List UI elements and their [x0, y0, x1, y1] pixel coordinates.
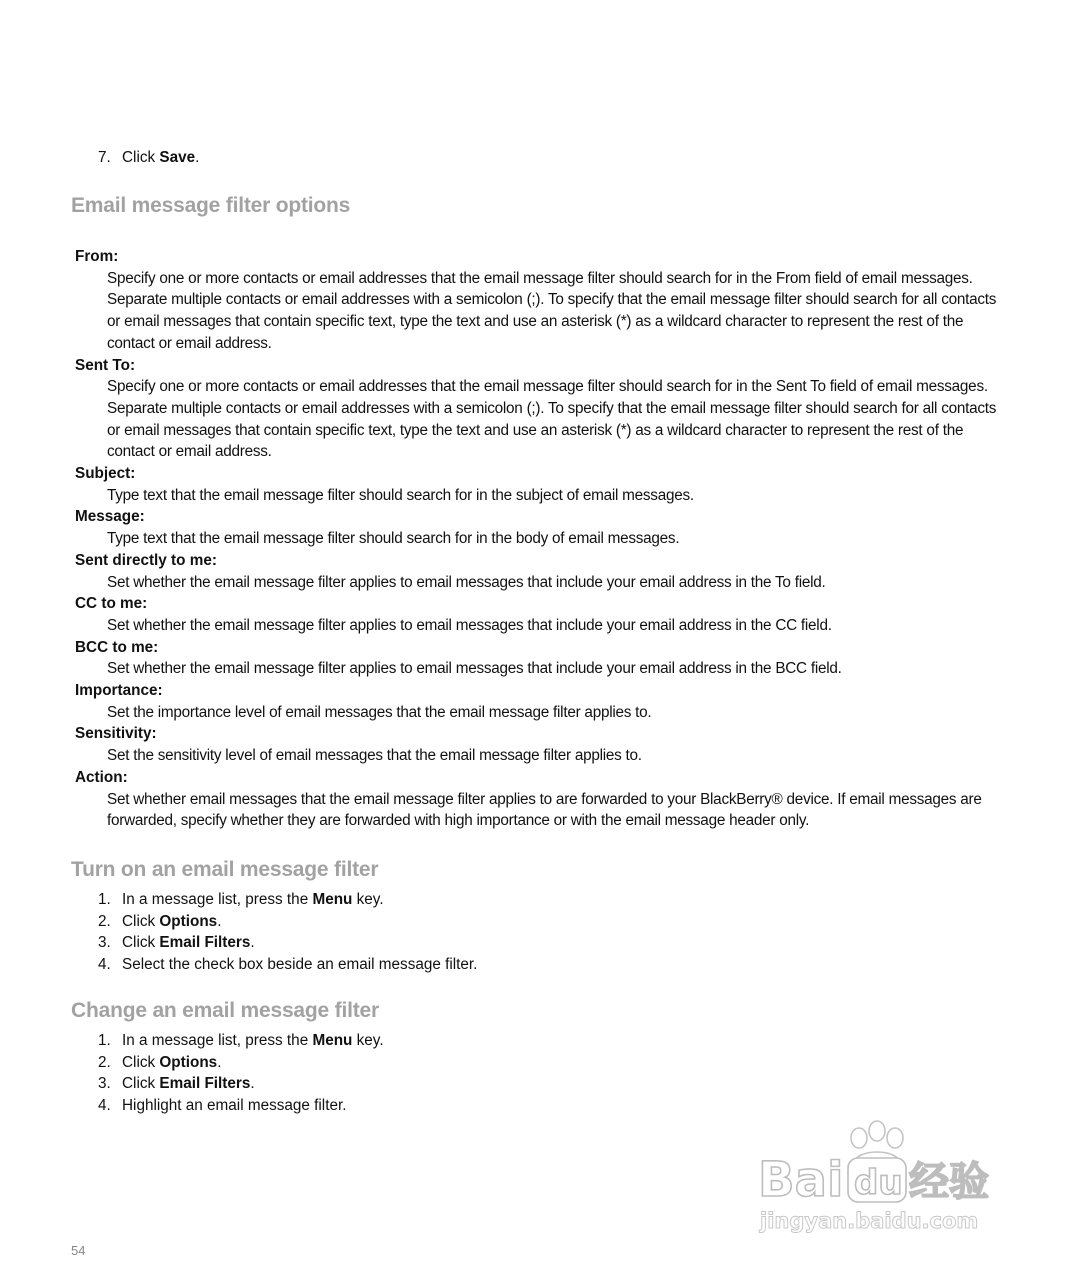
- step-number: 4.: [98, 1096, 111, 1114]
- heading-turn-on-filter: Turn on an email message filter: [71, 858, 379, 881]
- option-desc: Set the sensitivity level of email messages that the email message filter applies to.: [107, 747, 642, 765]
- option-desc: Type text that the email message filter should search for in the body of email messages.: [107, 530, 680, 548]
- step-number: 3.: [98, 934, 111, 951]
- option-term: Sent directly to me:: [75, 551, 217, 569]
- step-text: Click Save.: [122, 149, 200, 166]
- watermark-brand-cn: 经验: [909, 1159, 989, 1205]
- option-term: CC to me:: [75, 595, 148, 613]
- option-term: Sent To:: [75, 356, 136, 374]
- list-item: [0, 1052, 1000, 1074]
- step-text: In a message list, press the Menu key.: [122, 891, 384, 908]
- option-term: Message:: [75, 508, 145, 526]
- list-item: [0, 1030, 1000, 1052]
- page-number: 54: [71, 1243, 86, 1258]
- step-text: Click Email Filters.: [122, 934, 255, 951]
- option-desc: Set whether the email message filter applies to email messages that include your email address in the BCC field.: [107, 660, 842, 678]
- step-number: 4.: [98, 955, 111, 973]
- option-term: Action:: [75, 768, 128, 786]
- option-term: BCC to me:: [75, 638, 159, 656]
- step-number: 2.: [98, 912, 111, 930]
- option-term: Sensitivity:: [75, 725, 157, 743]
- watermark-url: jingyan.baidu.com: [760, 1209, 979, 1233]
- option-term: From:: [75, 248, 119, 265]
- step-number: 2.: [98, 1053, 111, 1071]
- watermark-brand-right: du: [854, 1163, 903, 1203]
- step-number: 1.: [98, 1032, 111, 1049]
- option-term: Importance:: [75, 682, 163, 700]
- change-steps: [0, 1030, 1000, 1116]
- step-number: 1.: [98, 891, 111, 908]
- step-text: Highlight an email message filter.: [122, 1096, 347, 1114]
- list-item: [0, 954, 1000, 976]
- step-text: In a message list, press the Menu key.: [122, 1032, 384, 1049]
- list-item: [0, 889, 1000, 911]
- watermark-brand-left: Bai: [758, 1152, 844, 1208]
- option-desc: Set whether the email message filter applies to email messages that include your email address in the To field.: [107, 573, 826, 591]
- turn-on-steps: [0, 889, 1000, 975]
- option-term: Subject:: [75, 465, 136, 483]
- list-item: [0, 932, 1000, 954]
- intro-step-list: [0, 147, 1000, 169]
- option-desc: Set whether the email message filter applies to email messages that include your email address in the CC field.: [107, 616, 832, 634]
- baidu-jingyan-watermark: [756, 1120, 1006, 1235]
- step-number: 7.: [98, 149, 111, 166]
- option-desc: Specify one or more contacts or email addresses that the email message filter should search for in the Sent To field of email messages. Separate multiple contacts or email addresses with a semicolon (;). To specify that the email message filter should search for all contacts or email messages that contain specific text, type the text and use an asterisk (*) as a wildcard character to represent the rest of the contact or email address.: [107, 378, 997, 461]
- list-item: [0, 911, 1000, 933]
- option-desc: Specify one or more contacts or email addresses that the email message filter should search for in the From field of email messages. Separate multiple contacts or email addresses with a semicolon (;). To specify that the email message filter should search for all contacts or email messages that contain specific text, type the text and use an asterisk (*) as a wildcard character to represent the rest of the contact or email address.: [107, 269, 997, 352]
- option-desc: Set whether email messages that the email message filter applies to are forwarded to your BlackBerry® device. If email messages are forwarded, specify whether they are forwarded with high importance or with the email message header only.: [107, 790, 982, 830]
- list-item: [0, 1073, 1000, 1095]
- list-item: [0, 147, 1000, 169]
- option-desc: Type text that the email message filter should search for in the subject of email messages.: [107, 486, 694, 504]
- step-text: Click Email Filters.: [122, 1075, 255, 1092]
- step-text: Click Options.: [122, 1053, 222, 1071]
- heading-change-filter: Change an email message filter: [71, 999, 379, 1022]
- list-item: [0, 1095, 1000, 1117]
- heading-filter-options: Email message filter options: [71, 194, 351, 217]
- option-desc: Set the importance level of email messages that the email message filter applies to.: [107, 703, 652, 721]
- filter-options-list: [75, 246, 1000, 832]
- step-text: Select the check box beside an email message filter.: [122, 955, 478, 973]
- step-number: 3.: [98, 1075, 111, 1092]
- step-text: Click Options.: [122, 912, 222, 930]
